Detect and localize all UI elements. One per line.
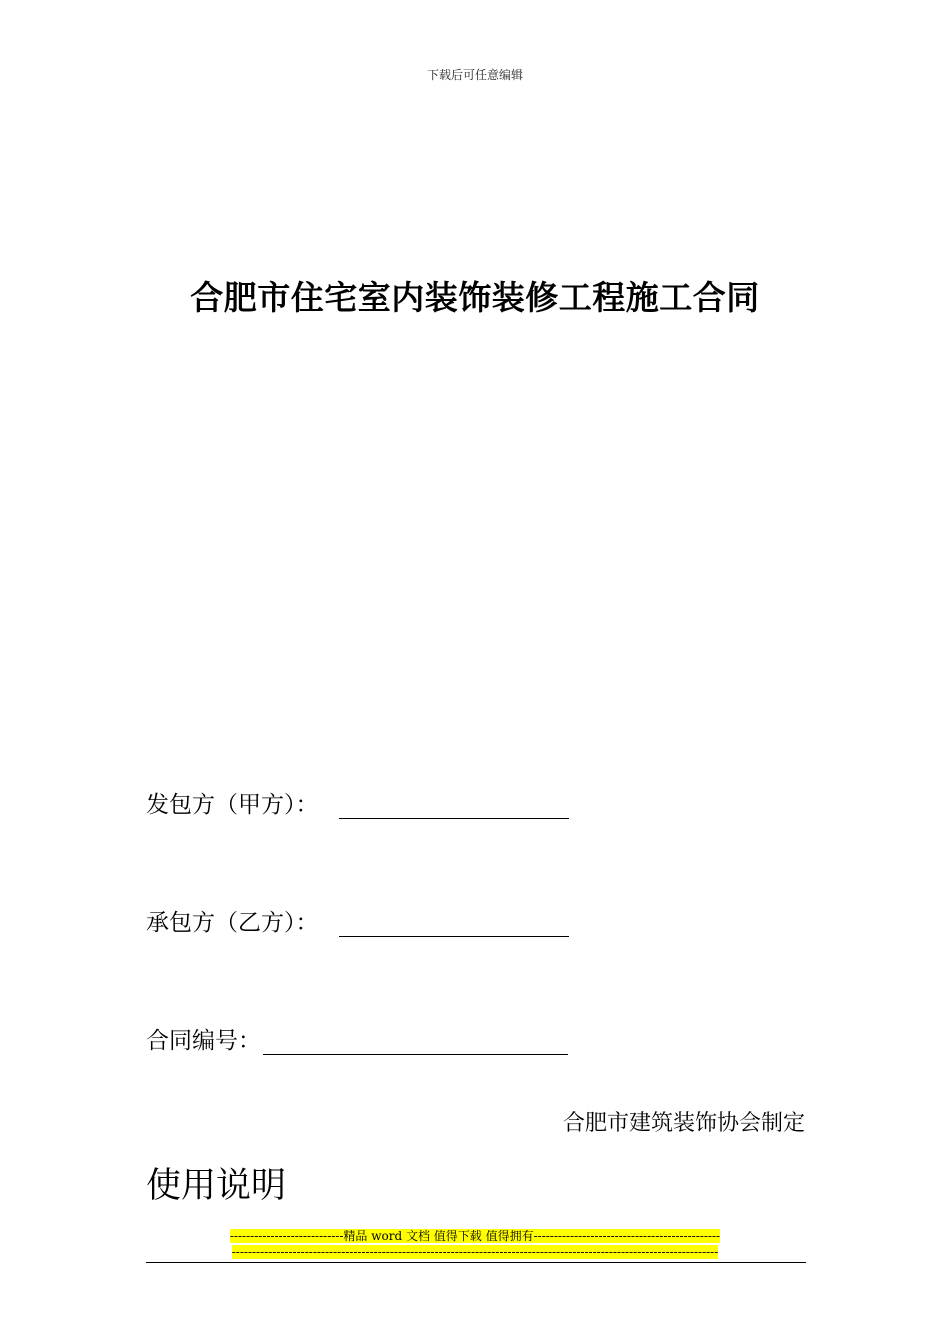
party-b-blank-line [339,914,569,937]
party-b-field [146,904,569,937]
contract-number-label: 合同编号： [146,1028,261,1054]
contract-number-field [146,1022,568,1055]
issuer-text: 合肥市建筑装饰协会制定 [562,1111,805,1136]
footer-banner-text-1: ----------------------------精品 word 文档 值得下载 值得拥有---------------------------------------------- [229,1229,721,1243]
footer-banner-line-2 [0,1245,950,1260]
party-a-blank-line [339,796,569,819]
footer-divider [146,1262,806,1263]
header-note: 下载后可任意编辑 [426,68,523,82]
party-b-label: 承包方（乙方）： [146,910,319,936]
contract-number-blank-line [263,1032,568,1055]
party-a-field [146,786,569,819]
document-title: 合肥市住宅室内装饰装修工程施工合同 [190,278,760,317]
section-heading: 使用说明 [146,1166,287,1206]
footer-banner-text-2: ------------------------------------------------------------------------------------------------------------------------ [231,1245,719,1259]
party-a-label: 发包方（甲方）： [146,792,319,818]
footer-banner-line-1 [0,1229,950,1244]
